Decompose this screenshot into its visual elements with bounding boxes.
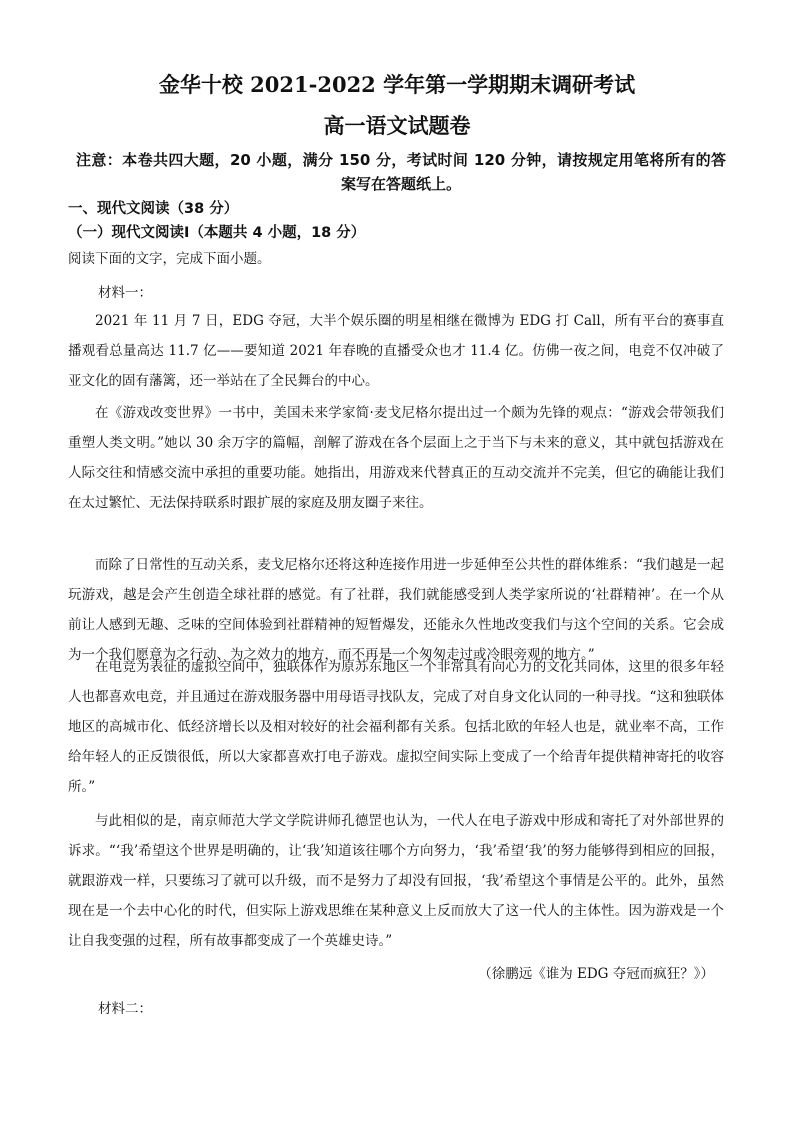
sub-section-heading: （一）现代文阅读Ⅰ（本题共 4 小题，18 分） <box>68 225 366 241</box>
notice-line-1: 注意：本卷共四大题，20 小题，满分 150 分，考试时间 120 分钟，请按规定用笔将所有的答 <box>76 151 726 169</box>
exam-notice <box>76 148 726 196</box>
material-1-paragraph-3: 而除了日常性的互动关系，麦戈尼格尔还将这种连接作用进一步延伸至公共性的群体维系：“我们越是一起玩游戏，越是会产生创造全球社群的感觉。有了社群，我们就能感受到人类学家所说的‘社群精神’。在一个从前让人感到无趣、乏味的空间体验到社群精神的短暂爆发，还能永久性地改变我们与这个空间的关系。它会成为一个我们愿意为之行动、为之效力的地方，而不再是一个匆匆走过或冷眼旁观的地方。” <box>68 557 724 663</box>
material-1-source: （徐鹏远《谁为 EDG 夺冠而疯狂？》） <box>478 966 714 982</box>
material-1-paragraph-1: 2021 年 11 月 7 日，EDG 夺冠，大半个娱乐圈的明星相继在微博为 EDG 打 Call，所有平台的赛事直播观看总量高达 11.7 亿——要知道 2021 年春晚的直播受众也才 11.4 亿。仿佛一夜之间，电竞不仅冲破了亚文化的固有藩篱，还一举站在了全民舞台的中心。 <box>68 313 724 389</box>
material-1-paragraph-4: 在电竞为表征的虚拟空间中，独联体作为原苏东地区一个非常具有向心力的文化共同体，这里的很多年轻人也都喜欢电竞，并且通过在游戏服务器中用母语寻找队友，完成了对自身文化认同的一种寻找。“这和独联体地区的高城市化、低经济增长以及相对较好的社会福利都有关系。包括北欧的年轻人也是，就业率不高，工作给年轻人的正反馈很低，所以大家都喜欢打电子游戏。虚拟空间实际上变成了一个给青年提供精神寄托的收容所。” <box>68 659 724 795</box>
reading-instruction: 阅读下面的文字，完成下面小题。 <box>68 251 271 267</box>
material-1-paragraph-2: 在《游戏改变世界》一书中，美国未来学家简·麦戈尼格尔提出过一个颇为先锋的观点：“游戏会带领我们重塑人类文明。”她以 30 余万字的篇幅，剖解了游戏在各个层面上之于当下与未来的意义，其中就包括游戏在人际交往和情感交流中承担的重要功能。她指出，用游戏来代替真正的互动交流并不完美，但它的确能让我们在太过繁忙、无法保持联系时跟扩展的家庭及朋友圈子来往。 <box>68 405 724 511</box>
material-2-label: 材料二： <box>98 1001 152 1017</box>
material-1-paragraph-5: 与此相似的是，南京师范大学文学院讲师孔德罡也认为，一代人在电子游戏中形成和寄托了对外部世界的诉求。“‘我’希望这个世界是明确的，让‘我’知道该往哪个方向努力，‘我’希望‘我’的努力能够得到相应的回报，就跟游戏一样，只要练习了就可以升级，而不是努力了却没有回报，‘我’希望这个事情是公平的。此外，虽然现在是一个去中心化的时代，但实际上游戏思维在某种意义上反而放大了这一代人的主体性。因为游戏是一个让自我变强的过程，所有故事都变成了一个英雄史诗。” <box>68 813 724 949</box>
notice-line-2: 案写在答题纸上。 <box>340 175 461 193</box>
material-1-label: 材料一： <box>98 285 152 301</box>
exam-subtitle: 高一语文试题卷 <box>323 113 471 138</box>
exam-title: 金华十校 2021-2022 学年第一学期期末调研考试 <box>158 72 636 97</box>
section-heading: 一、现代文阅读（38 分） <box>68 201 239 217</box>
